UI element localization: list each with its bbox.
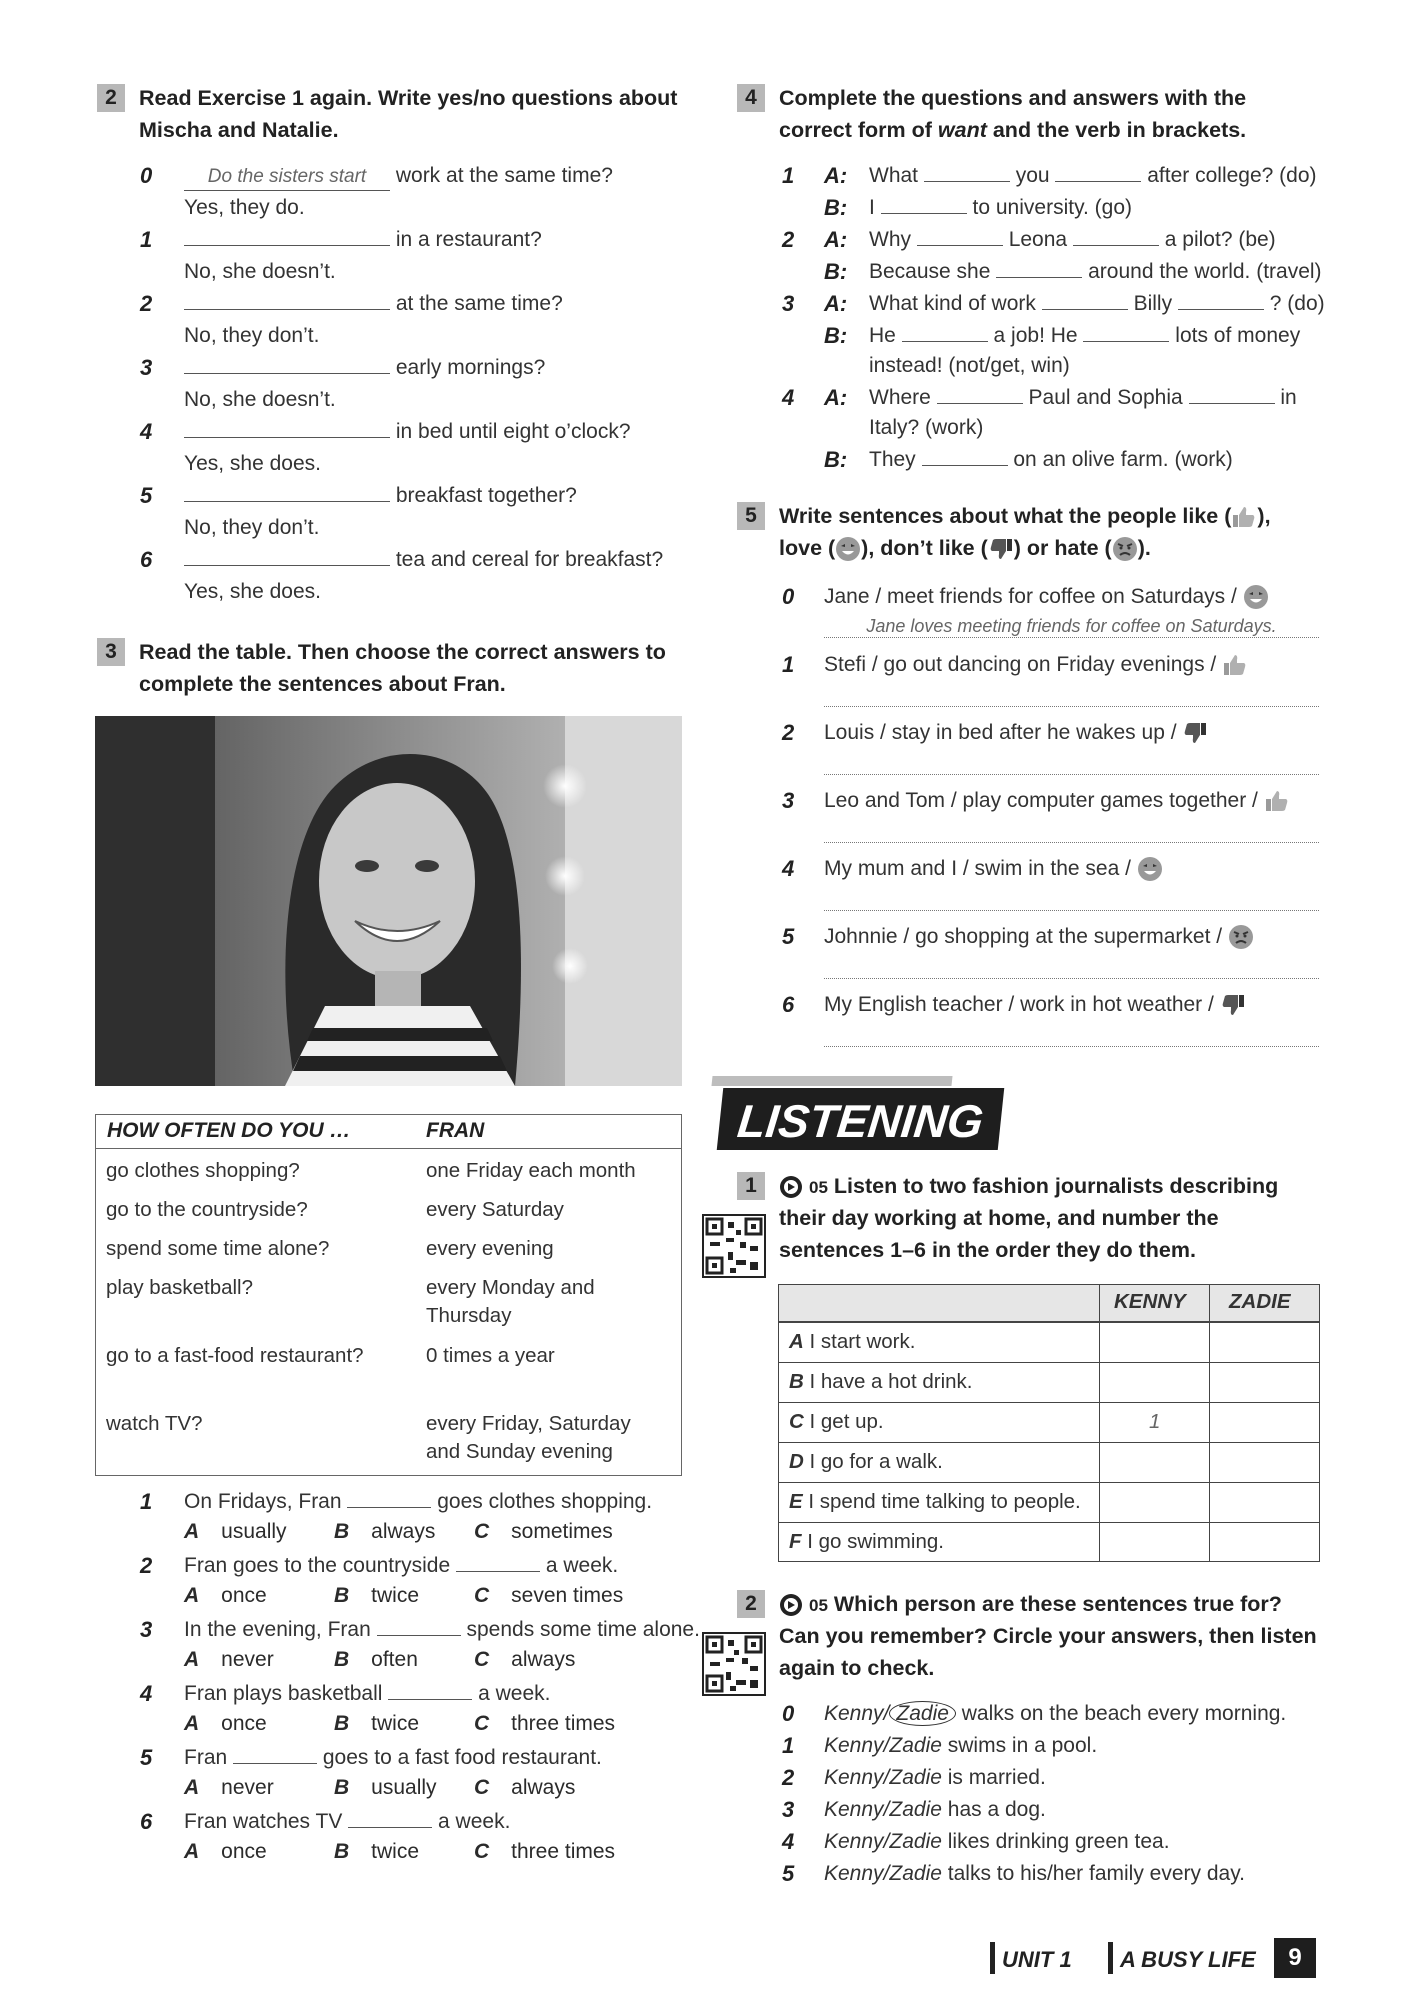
question-tail: in bed until eight o’clock?: [395, 420, 631, 443]
listening-ex2-item: Kenny/Zadie swims in a pool.: [824, 1734, 1098, 1757]
option-c[interactable]: C always: [474, 1648, 576, 1671]
listening-ex2-item: Kenny/ Zadie walks on the beach every morning.: [824, 1702, 1287, 1725]
listening-order-table: [778, 1284, 1320, 1562]
answer-blank[interactable]: [902, 324, 988, 342]
sentence-start: Fran plays basketball: [184, 1682, 383, 1705]
answer-blank[interactable]: [922, 448, 1008, 466]
exercise-5-heading-line1: Write sentences about what the people like ( ),: [779, 500, 1271, 532]
table-cell-answer: every Saturday: [426, 1198, 564, 1221]
photo-illustration: [95, 716, 682, 1086]
table-cell-question: go to a fast-food restaurant?: [106, 1344, 364, 1367]
ex4-item-number: 3: [782, 291, 795, 316]
frequency-table: [95, 1114, 682, 1476]
ex2-item-question: [184, 226, 542, 253]
table-cell-answer-cont: Thursday: [426, 1304, 512, 1327]
sentence-start: In the evening, Fran: [184, 1618, 371, 1641]
speaker-label: B:: [824, 195, 848, 220]
sentence-start: Fran: [184, 1746, 228, 1769]
listening-ex2-item: Kenny/Zadie likes drinking green tea.: [824, 1830, 1170, 1853]
answer-blank[interactable]: [1073, 228, 1159, 246]
ex4-item-number: 4: [782, 385, 795, 410]
option-a[interactable]: A never: [184, 1776, 274, 1799]
option-a[interactable]: A once: [184, 1584, 267, 1607]
table-row: F I go swimming.: [789, 1530, 944, 1553]
answer-blank[interactable]: [1042, 292, 1128, 310]
ex4-line: He a job! He lots of money: [869, 324, 1301, 347]
love-emoji-icon: [835, 536, 861, 562]
sentence-end: spends some time alone.: [466, 1618, 700, 1641]
ex4-line: Why Leona a pilot? (be): [869, 228, 1276, 251]
header-fran: FRAN: [426, 1119, 485, 1142]
speaker-label: A:: [824, 227, 848, 252]
ex3-item-sentence: [184, 1744, 602, 1771]
ex4-item-number: 2: [782, 227, 795, 252]
ex5-prompt: Leo and Tom / play computer games together /: [824, 787, 1290, 814]
answer-blank[interactable]: [1189, 386, 1275, 404]
sentence-end: goes to a fast food restaurant.: [322, 1746, 602, 1769]
speaker-label: B:: [824, 323, 848, 348]
ex5-prompt: Johnnie / go shopping at the supermarket /: [824, 923, 1254, 950]
ex4-line-cont: instead! (not/get, win): [869, 354, 1070, 377]
ex3-item-sentence: [184, 1808, 510, 1835]
ex3-item-number: 2: [140, 1553, 153, 1578]
answer-blank[interactable]: [1083, 324, 1169, 342]
question-tail: work at the same time?: [395, 164, 613, 187]
table-cell-answer: every Monday and: [426, 1276, 595, 1299]
answer-line[interactable]: [824, 978, 1319, 979]
answer-blank[interactable]: [184, 228, 390, 246]
option-b[interactable]: B twice: [334, 1840, 420, 1863]
ex4-line: Where Paul and Sophia in: [869, 386, 1297, 409]
sentence-end: a week.: [545, 1554, 619, 1577]
sentence-start: On Fridays, Fran: [184, 1490, 342, 1513]
header-kenny: KENNY: [1114, 1290, 1186, 1313]
ex3-item-sentence: [184, 1616, 700, 1643]
thumbs-down-icon: [1220, 992, 1246, 1018]
thumbs-up-icon: [1231, 504, 1257, 530]
ex2-item-number: 2: [140, 291, 153, 316]
ex2-item-number: 1: [140, 227, 153, 252]
exercise-3-heading-line2: complete the sentences about Fran.: [139, 672, 506, 696]
answer-blank[interactable]: [996, 260, 1082, 278]
thumbs-up-icon: [1264, 788, 1290, 814]
listening-ex2-item-number: 5: [782, 1861, 795, 1886]
footer-unit: UNIT 1: [1002, 1947, 1072, 1972]
exercise-4-heading-line1: Complete the questions and answers with the: [779, 86, 1247, 110]
ex2-item-answer: Yes, she does.: [184, 452, 321, 475]
ex5-item-number: 5: [782, 924, 795, 949]
example-answer: Do the sisters start: [184, 163, 390, 191]
table-row: B I have a hot drink.: [789, 1370, 973, 1393]
ex4-line: What kind of work Billy ? (do): [869, 292, 1325, 315]
speaker-label: B:: [824, 259, 848, 284]
ex3-item-number: 3: [140, 1617, 153, 1642]
choice-kenny-zadie[interactable]: Kenny/Zadie: [824, 1862, 942, 1885]
answer-blank[interactable]: [924, 164, 1010, 182]
sentence-start: Fran watches TV: [184, 1810, 343, 1833]
qr-code-icon[interactable]: [702, 1632, 766, 1696]
choice-kenny-zadie[interactable]: Kenny/Zadie: [824, 1766, 942, 1789]
listening-ex1-line3: sentences 1–6 in the order they do them.: [779, 1238, 1196, 1262]
ex2-item-answer: Yes, she does.: [184, 580, 321, 603]
answer-blank[interactable]: [881, 196, 967, 214]
speaker-label: B:: [824, 447, 848, 472]
ex2-item-answer: No, they don’t.: [184, 324, 320, 347]
ex4-line: Because she around the world. (travel): [869, 260, 1322, 283]
ex3-item-sentence: [184, 1680, 551, 1707]
table-cell-question: play basketball?: [106, 1276, 254, 1299]
table-row: D I go for a walk.: [789, 1450, 943, 1473]
ex5-item-number: 6: [782, 992, 795, 1017]
ex2-item-question: [184, 354, 545, 381]
sentence-start: Fran goes to the countryside: [184, 1554, 451, 1577]
answer-blank[interactable]: [184, 484, 390, 502]
answer-blank[interactable]: [937, 386, 1023, 404]
option-a[interactable]: A usually: [184, 1520, 287, 1543]
thumbs-down-icon: [988, 536, 1014, 562]
footer-title: A BUSY LIFE: [1120, 1947, 1256, 1972]
ex4-line-cont: Italy? (work): [869, 416, 984, 439]
question-tail: early mornings?: [395, 356, 546, 379]
option-b[interactable]: B twice: [334, 1584, 420, 1607]
question-tail: at the same time?: [395, 292, 563, 315]
choice-kenny[interactable]: Kenny/: [824, 1702, 890, 1725]
header-zadie: ZADIE: [1229, 1290, 1291, 1313]
love-emoji-icon: [1137, 856, 1163, 882]
exercise-4-number: 4: [737, 84, 765, 112]
exercise-5-number: 5: [737, 502, 765, 530]
sentence-end: a week.: [438, 1810, 511, 1833]
answer-blank[interactable]: [347, 1490, 431, 1508]
example-answer: Jane loves meeting friends for coffee on Saturdays.: [824, 616, 1319, 638]
listening-ex2-line2: Can you remember? Circle your answers, then listen: [779, 1624, 1317, 1648]
ex2-item-answer: No, she doesn’t.: [184, 388, 336, 411]
ex2-item-number: 0: [140, 163, 153, 188]
table-cell-question: spend some time alone?: [106, 1237, 330, 1260]
ex2-item-question: [184, 418, 631, 445]
table-cell-answer: every evening: [426, 1237, 554, 1260]
ex5-item-number: 0: [782, 584, 795, 609]
listening-ex2-item-number: 2: [782, 1765, 795, 1790]
ex3-item-number: 6: [140, 1809, 153, 1834]
thumbs-down-icon: [1182, 720, 1208, 746]
listening-ex2-item-number: 3: [782, 1797, 795, 1822]
love-emoji-icon: [1243, 584, 1269, 610]
option-b[interactable]: B usually: [334, 1776, 437, 1799]
kenny-order-value: 1: [1149, 1410, 1161, 1433]
thumbs-up-icon: [1222, 652, 1248, 678]
exercise-5-heading-line2: love ( ), don’t like ( ) or hate ( ).: [779, 532, 1151, 564]
table-cell-question: go to the countryside?: [106, 1198, 308, 1221]
ex5-prompt: Jane / meet friends for coffee on Saturdays /: [824, 583, 1269, 610]
ex2-item-number: 3: [140, 355, 153, 380]
answer-blank[interactable]: [233, 1746, 317, 1764]
ex4-item-number: 1: [782, 163, 795, 188]
header-how-often: HOW OFTEN DO YOU …: [107, 1119, 351, 1142]
option-a[interactable]: A once: [184, 1840, 267, 1863]
ex3-item-number: 5: [140, 1745, 153, 1770]
section-title-decoration: [711, 1076, 952, 1086]
ex2-item-number: 5: [140, 483, 153, 508]
ex2-item-number: 4: [140, 419, 153, 444]
ex2-item-question: [184, 290, 563, 317]
speaker-label: A:: [824, 163, 848, 188]
sentence-end: a week.: [478, 1682, 551, 1705]
ex3-item-sentence: [184, 1488, 652, 1515]
answer-blank[interactable]: [388, 1682, 472, 1700]
answer-blank[interactable]: [1178, 292, 1264, 310]
ex4-line: They on an olive farm. (work): [869, 448, 1233, 471]
ex5-prompt: My English teacher / work in hot weather /: [824, 991, 1246, 1018]
listening-ex2-item: Kenny/Zadie is married.: [824, 1766, 1046, 1789]
answer-line[interactable]: [824, 774, 1319, 775]
audio-icon[interactable]: [779, 1593, 803, 1617]
audio-icon[interactable]: [779, 1175, 803, 1199]
hate-emoji-icon: [1112, 536, 1138, 562]
option-b[interactable]: B twice: [334, 1712, 420, 1735]
ex5-item-number: 3: [782, 788, 795, 813]
choice-kenny-zadie[interactable]: Kenny/Zadie: [824, 1734, 942, 1757]
answer-blank[interactable]: [348, 1810, 432, 1828]
qr-code-icon[interactable]: [702, 1214, 766, 1278]
answer-line[interactable]: [824, 706, 1319, 707]
ex5-prompt: Stefi / go out dancing on Friday evenings /: [824, 651, 1248, 678]
answer-blank[interactable]: [184, 420, 390, 438]
listening-ex2-item-number: 1: [782, 1733, 795, 1758]
fran-photo: [95, 716, 682, 1086]
ex2-item-answer: No, she doesn’t.: [184, 260, 336, 283]
answer-blank[interactable]: [456, 1554, 540, 1572]
exercise-2-heading-line1: Read Exercise 1 again. Write yes/no questions about: [139, 86, 678, 110]
option-c[interactable]: C three times: [474, 1840, 616, 1863]
option-a[interactable]: A once: [184, 1712, 267, 1735]
choice-zadie-circled[interactable]: Zadie: [889, 1701, 956, 1726]
hate-emoji-icon: [1228, 924, 1254, 950]
exercise-3-heading-line1: Read the table. Then choose the correct answers to: [139, 640, 666, 664]
answer-line[interactable]: [824, 1046, 1319, 1047]
ex2-item-answer: Yes, they do.: [184, 196, 305, 219]
table-cell-answer: 0 times a year: [426, 1344, 555, 1367]
page-number: 9: [1274, 1938, 1316, 1978]
ex3-item-number: 4: [140, 1681, 153, 1706]
ex5-item-number: 2: [782, 720, 795, 745]
listening-ex2-number: 2: [737, 1590, 765, 1618]
answer-line[interactable]: [824, 842, 1319, 843]
table-cell-question: watch TV?: [106, 1412, 203, 1435]
ex3-item-sentence: [184, 1552, 618, 1579]
speaker-label: A:: [824, 385, 848, 410]
answer-line[interactable]: [824, 910, 1319, 911]
table-row: A I start work.: [789, 1330, 916, 1353]
listening-ex1-line2: their day working at home, and number the: [779, 1206, 1219, 1230]
table-cell-answer: one Friday each month: [426, 1159, 636, 1182]
sentence-end: goes clothes shopping.: [437, 1490, 653, 1513]
question-tail: tea and cereal for breakfast?: [395, 548, 664, 571]
table-cell-question: go clothes shopping?: [106, 1159, 300, 1182]
ex2-item-question: [184, 162, 613, 191]
listening-ex2-item-number: 4: [782, 1829, 795, 1854]
ex5-item-number: 1: [782, 652, 795, 677]
question-tail: breakfast together?: [395, 484, 577, 507]
table-row: E I spend time talking to people.: [789, 1490, 1081, 1513]
option-c[interactable]: C three times: [474, 1712, 616, 1735]
listening-ex1-line1: 05 Listen to two fashion journalists describing: [779, 1170, 1278, 1204]
question-tail: in a restaurant?: [395, 228, 542, 251]
answer-blank[interactable]: [184, 292, 390, 310]
ex5-item-number: 4: [782, 856, 795, 881]
option-c[interactable]: C seven times: [474, 1584, 624, 1607]
option-c[interactable]: C sometimes: [474, 1520, 613, 1543]
listening-ex2-line3: again to check.: [779, 1656, 935, 1680]
exercise-3-number: 3: [97, 638, 125, 666]
ex4-line: I to university. (go): [869, 196, 1133, 219]
footer-divider: [990, 1942, 995, 1974]
ex2-item-question: [184, 482, 577, 509]
footer-divider: [1108, 1942, 1113, 1974]
answer-blank[interactable]: [184, 548, 390, 566]
listening-ex2-item: Kenny/Zadie talks to his/her family every day.: [824, 1862, 1245, 1885]
option-b[interactable]: B often: [334, 1648, 418, 1671]
exercise-2-heading-line2: Mischa and Natalie.: [139, 118, 339, 142]
choice-kenny-zadie[interactable]: Kenny/Zadie: [824, 1798, 942, 1821]
listening-ex2-item: Kenny/Zadie has a dog.: [824, 1798, 1046, 1821]
listening-ex1-number: 1: [737, 1172, 765, 1200]
speaker-label: A:: [824, 291, 848, 316]
answer-blank[interactable]: [917, 228, 1003, 246]
listening-ex2-line1: 05 Which person are these sentences true for?: [779, 1588, 1282, 1622]
ex3-item-number: 1: [140, 1489, 153, 1514]
table-header: [96, 1115, 681, 1149]
listening-ex2-item-number: 0: [782, 1701, 795, 1726]
answer-blank[interactable]: [1055, 164, 1141, 182]
ex2-item-question: [184, 546, 663, 573]
table-cell-answer-cont: and Sunday evening: [426, 1440, 613, 1463]
ex4-line: What you after college? (do): [869, 164, 1317, 187]
ex5-prompt: My mum and I / swim in the sea /: [824, 855, 1163, 882]
option-c[interactable]: C always: [474, 1776, 576, 1799]
table-row: C I get up.: [789, 1410, 884, 1433]
answer-blank[interactable]: [184, 356, 390, 374]
ex5-prompt: Louis / stay in bed after he wakes up /: [824, 719, 1208, 746]
choice-kenny-zadie[interactable]: Kenny/Zadie: [824, 1830, 942, 1853]
option-a[interactable]: A never: [184, 1648, 274, 1671]
exercise-4-heading-line2: correct form of want and the verb in brackets.: [779, 118, 1247, 142]
answer-blank[interactable]: [377, 1618, 461, 1636]
section-title-listening: LISTENING: [717, 1088, 1005, 1150]
table-cell-answer: every Friday, Saturday: [426, 1412, 631, 1435]
exercise-2-number: 2: [97, 84, 125, 112]
ex2-item-number: 6: [140, 547, 153, 572]
option-b[interactable]: B always: [334, 1520, 436, 1543]
ex2-item-answer: No, they don’t.: [184, 516, 320, 539]
